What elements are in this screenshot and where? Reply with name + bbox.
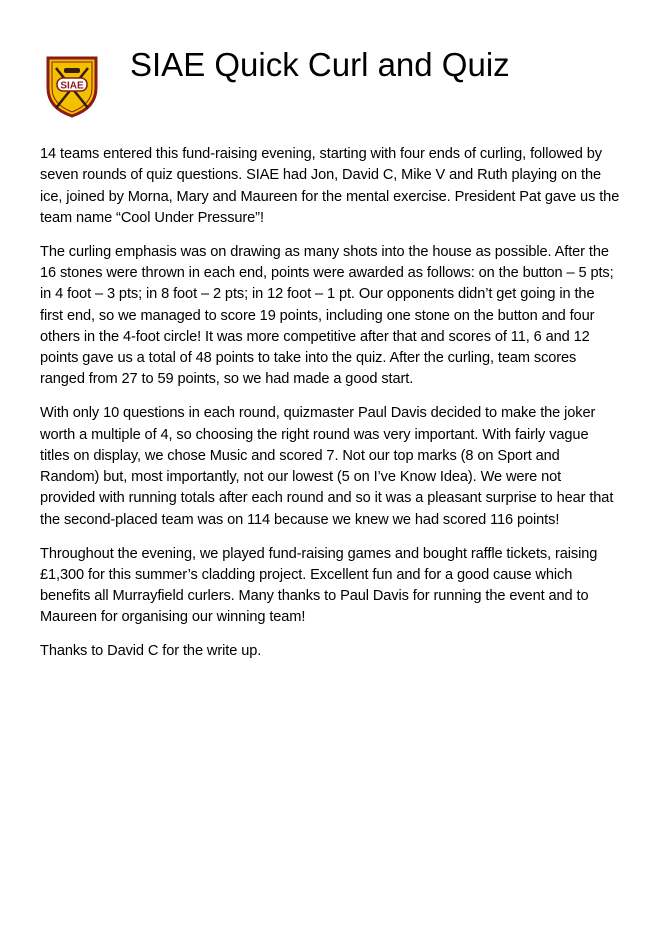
paragraph: Throughout the evening, we played fund-raising games and bought raffle tickets, raising £1,300 for this summer’s cladding project. Excellent fun and for a good cause which benefits all Murrayfield curlers. Many thanks to Paul Davis for running the event and to Maureen for organising our winning team! [40, 545, 598, 626]
paragraph: Thanks to David C for the write up. [40, 643, 262, 660]
curling-stone-icon [64, 68, 80, 73]
paragraph: The curling emphasis was on drawing as many shots into the house as possible. After the 16 stones were thrown in each end, points were awarded as follows: on the button – 5 pts; in 4 foot – 3 pts; in 8 foot – 2 pts; in 12 foot – 1 pt. Our opponents didn’t get going in the first end, so we managed to score 19 points, including one stone on the button and four others in the 4-foot circle! It was more competitive after that and scores of 11, 6 and 12 points gave us a total of 48 points to take into the quiz. After the curling, team scores ranged from 27 to 59 points, so we had made a good start. [40, 243, 614, 388]
shield-icon [44, 54, 100, 118]
paragraph: 14 teams entered this fund-raising evening, starting with four ends of curling, followed by seven rounds of quiz questions. SIAE had Jon, David C, Mike V and Ruth playing on the ice, joined by Morna, Mary and Maureen for the mental exercise. President Pat gave us the team name “Cool Under Pressure”! [40, 146, 620, 226]
siae-logo [44, 54, 100, 118]
page-title: SIAE Quick Curl and Quiz [130, 46, 510, 83]
article-body [40, 144, 620, 675]
logo-text: SIAE [60, 80, 84, 92]
paragraph: With only 10 questions in each round, quizmaster Paul Davis decided to make the joker worth a multiple of 4, so choosing the right round was very important. With fairly vague titles on display, we chose Music and scored 7. Not our top marks (8 on Sport and Random) but, most importantly, not our lowest (5 on I’ve Know Idea). We were not provided with running totals after each round and so it was a pleasant surprise to hear that the second-placed team was on 114 because we knew we had scored 116 points! [40, 405, 614, 528]
page-header [0, 0, 654, 130]
